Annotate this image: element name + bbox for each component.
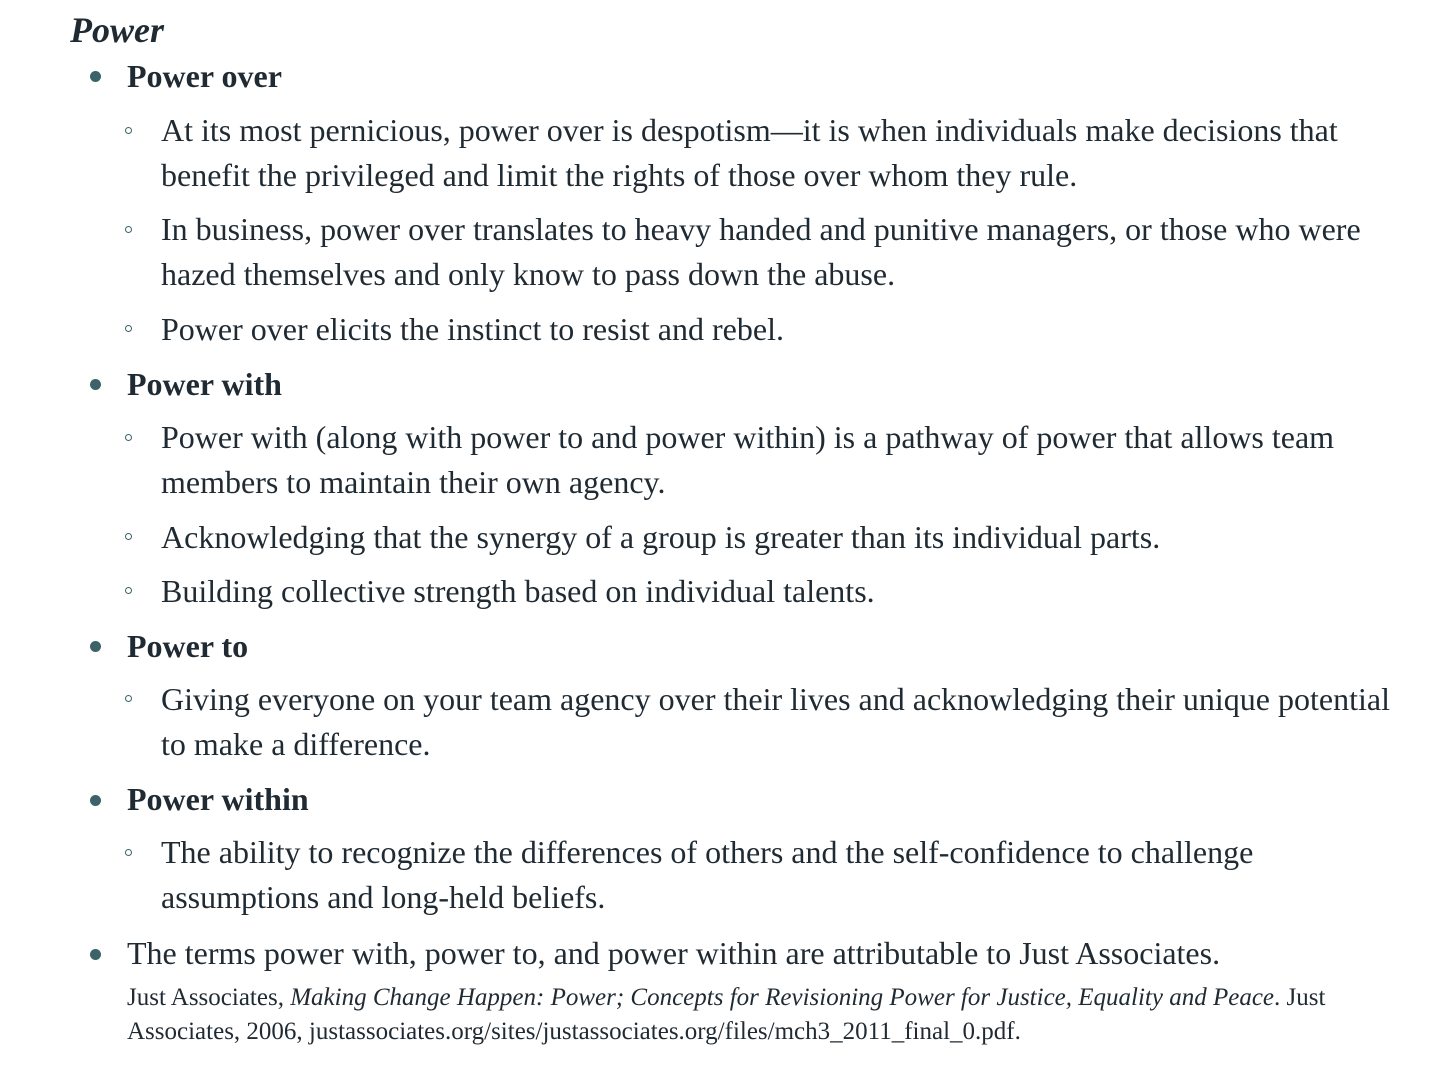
list-item: Building collective strength based on individual talents. xyxy=(161,573,875,609)
section-title-power-over: Power over xyxy=(127,58,282,94)
list-item: Power with (along with power to and power within) is a pathway of power that allows team members to maintain their own agency. xyxy=(161,419,1335,500)
bullet-icon xyxy=(90,949,101,960)
list-item: The ability to recognize the differences of others and the self-confidence to challenge assumptions and long-held beliefs. xyxy=(161,834,1254,915)
sub-bullet-icon xyxy=(125,587,132,594)
section-title-power-to: Power to xyxy=(127,628,249,664)
section-title-power-within: Power within xyxy=(127,781,309,817)
sub-bullet-icon xyxy=(125,127,132,134)
sub-bullet-icon xyxy=(125,226,132,233)
sub-bullet-icon xyxy=(125,849,132,856)
list-item: Giving everyone on your team agency over their lives and acknowledging their unique potential to make a difference. xyxy=(161,681,1390,762)
list-item: At its most pernicious, power over is despotism—it is when individuals make decisions that benefit the privileged and limit the rights of those over whom they rule. xyxy=(161,112,1338,193)
sub-bullet-icon xyxy=(125,695,132,702)
bullet-icon xyxy=(90,795,101,806)
bullet-icon xyxy=(90,641,101,652)
list-item: Power over elicits the instinct to resist and rebel. xyxy=(161,311,784,347)
closing-note: The terms power with, power to, and power within are attributable to Just Associates. xyxy=(127,935,1221,971)
page-heading: Power xyxy=(70,10,164,50)
citation-author: Just Associates, xyxy=(127,984,291,1011)
citation xyxy=(127,981,1387,1049)
list-item: Acknowledging that the synergy of a group is greater than its individual parts. xyxy=(161,519,1161,555)
citation-details: . Just Associates, 2006, justassociates.org/sites/justassociates.org/files/mch3_2011_final_0.pdf. xyxy=(127,984,1326,1045)
sub-bullet-icon xyxy=(125,325,132,332)
bullet-icon xyxy=(90,379,101,390)
section-title-power-with: Power with xyxy=(127,366,282,402)
citation-title: Making Change Happen: Power; Concepts for Revisioning Power for Justice, Equality and Peace xyxy=(290,984,1275,1011)
sub-bullet-icon xyxy=(125,533,132,540)
bullet-icon xyxy=(90,71,101,82)
sub-bullet-icon xyxy=(125,434,132,441)
list-item: In business, power over translates to heavy handed and punitive managers, or those who were hazed themselves and only know to pass down the abuse. xyxy=(161,211,1361,292)
